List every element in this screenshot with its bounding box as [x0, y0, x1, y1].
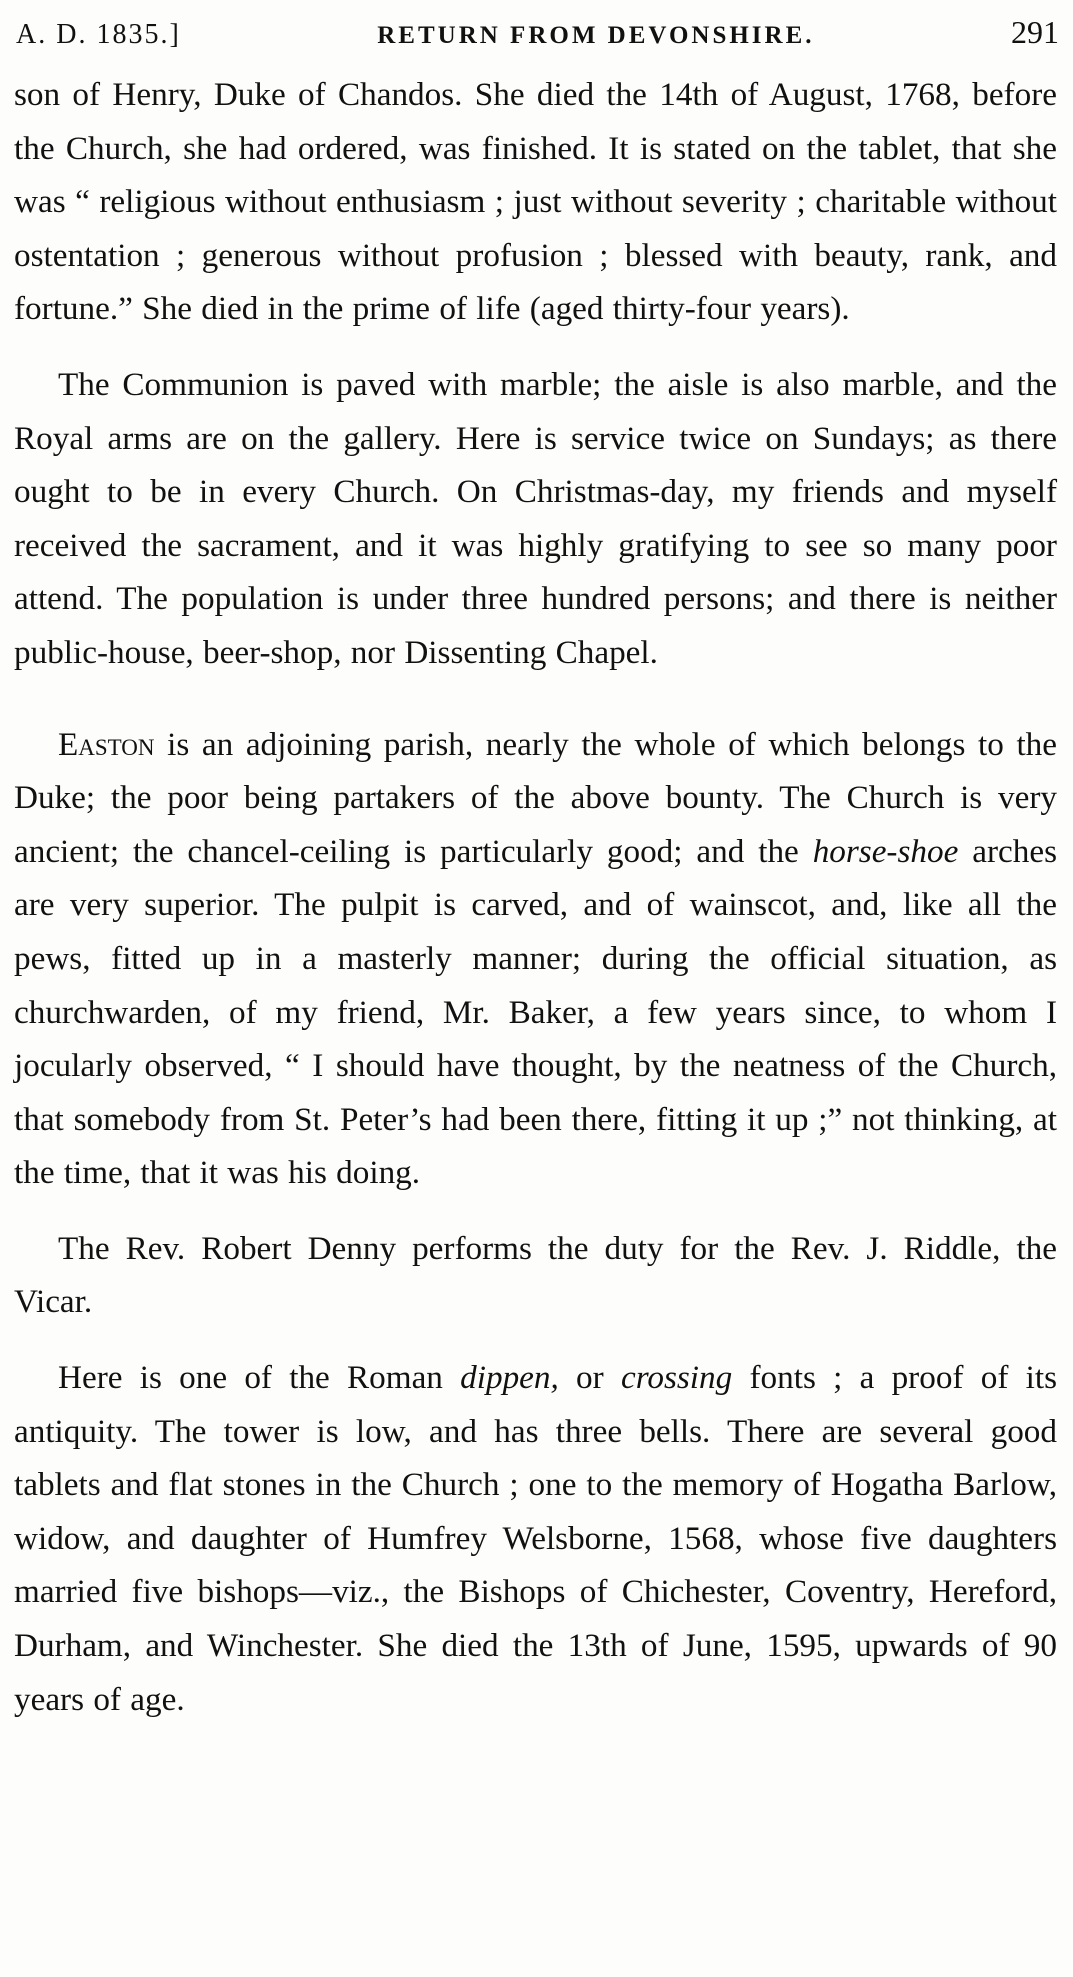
paragraph-fonts-text-a: Here is one of the Roman	[58, 1359, 461, 1397]
paragraph-easton	[14, 718, 1057, 1200]
paragraph-easton-text-a: is an adjoining parish, nearly the whole of which belongs to the Duke; the poor being partakers of the above bounty. The Church is very ancient; the chancel-ceiling is particularly good; and the	[14, 725, 1057, 870]
paragraph-chandos: son of Henry, Duke of Chandos. She died the 14th of August, 1768, before the Church, she had ordered, was finished. It is stated on the tablet, that she was “ religious without enthusiasm ; just without severity ; charitable without ostentation ; generous without profusion ; blessed with beauty, rank, and fortune.” She died in the prime of life (aged thirty-four years).	[14, 76, 1057, 328]
paragraph-communion: The Communion is paved with marble; the aisle is also marble, and the Royal arms are on the gallery. Here is service twice on Sundays; as there ought to be in every Church. On Christmas-day, my friends and myself received the sacrament, and it was highly gratifying to see so many poor attend. The population is under three hundred persons; and there is neither public-house, beer-shop, nor Dissenting Chapel.	[14, 365, 1057, 671]
italic-dippen: dippen,	[460, 1359, 559, 1397]
paragraph-fonts	[14, 1351, 1057, 1726]
paragraph-easton-text-b: arches are very superior. The pulpit is carved, and of wainscot, and, like all the pews, fitted up in a masterly manner; during the official situation, as churchwarden, of my friend, Mr. Baker, a few years since, to whom I jocularly observed, “ I should have thought, by the neatness of the Church, that somebody from St. Peter’s had been there, fitting it up ;” not thinking, at the time, that it was his doing.	[14, 832, 1057, 1192]
page-number: 291	[1010, 14, 1059, 50]
place-name-easton: Easton	[58, 725, 155, 763]
paragraph-fonts-text-b: or	[558, 1359, 621, 1397]
italic-crossing: crossing	[620, 1359, 733, 1397]
body-text	[14, 68, 1057, 1726]
paragraph-fonts-text-c: fonts ; a proof of its antiquity. The tower is low, and has three bells. There are several good tablets and flat stones in the Church ; one to the memory of Hogatha Barlow, widow, and daughter of Humfrey Welsborne, 1568, whose five daughters married five bishops—viz., the Bishops of Chichester, Coventry, Hereford, Durham, and Winchester. She died the 13th of June, 1595, upwards of 90 years of age.	[14, 1359, 1057, 1718]
running-head	[16, 14, 1059, 58]
italic-horse-shoe: horse-shoe	[812, 832, 959, 870]
header-date: A. D. 1835.]	[16, 19, 181, 50]
paragraph-denny: The Rev. Robert Denny performs the duty for the Rev. J. Riddle, the Vicar.	[14, 1229, 1057, 1321]
header-title: RETURN FROM DEVONSHIRE.	[377, 22, 815, 49]
